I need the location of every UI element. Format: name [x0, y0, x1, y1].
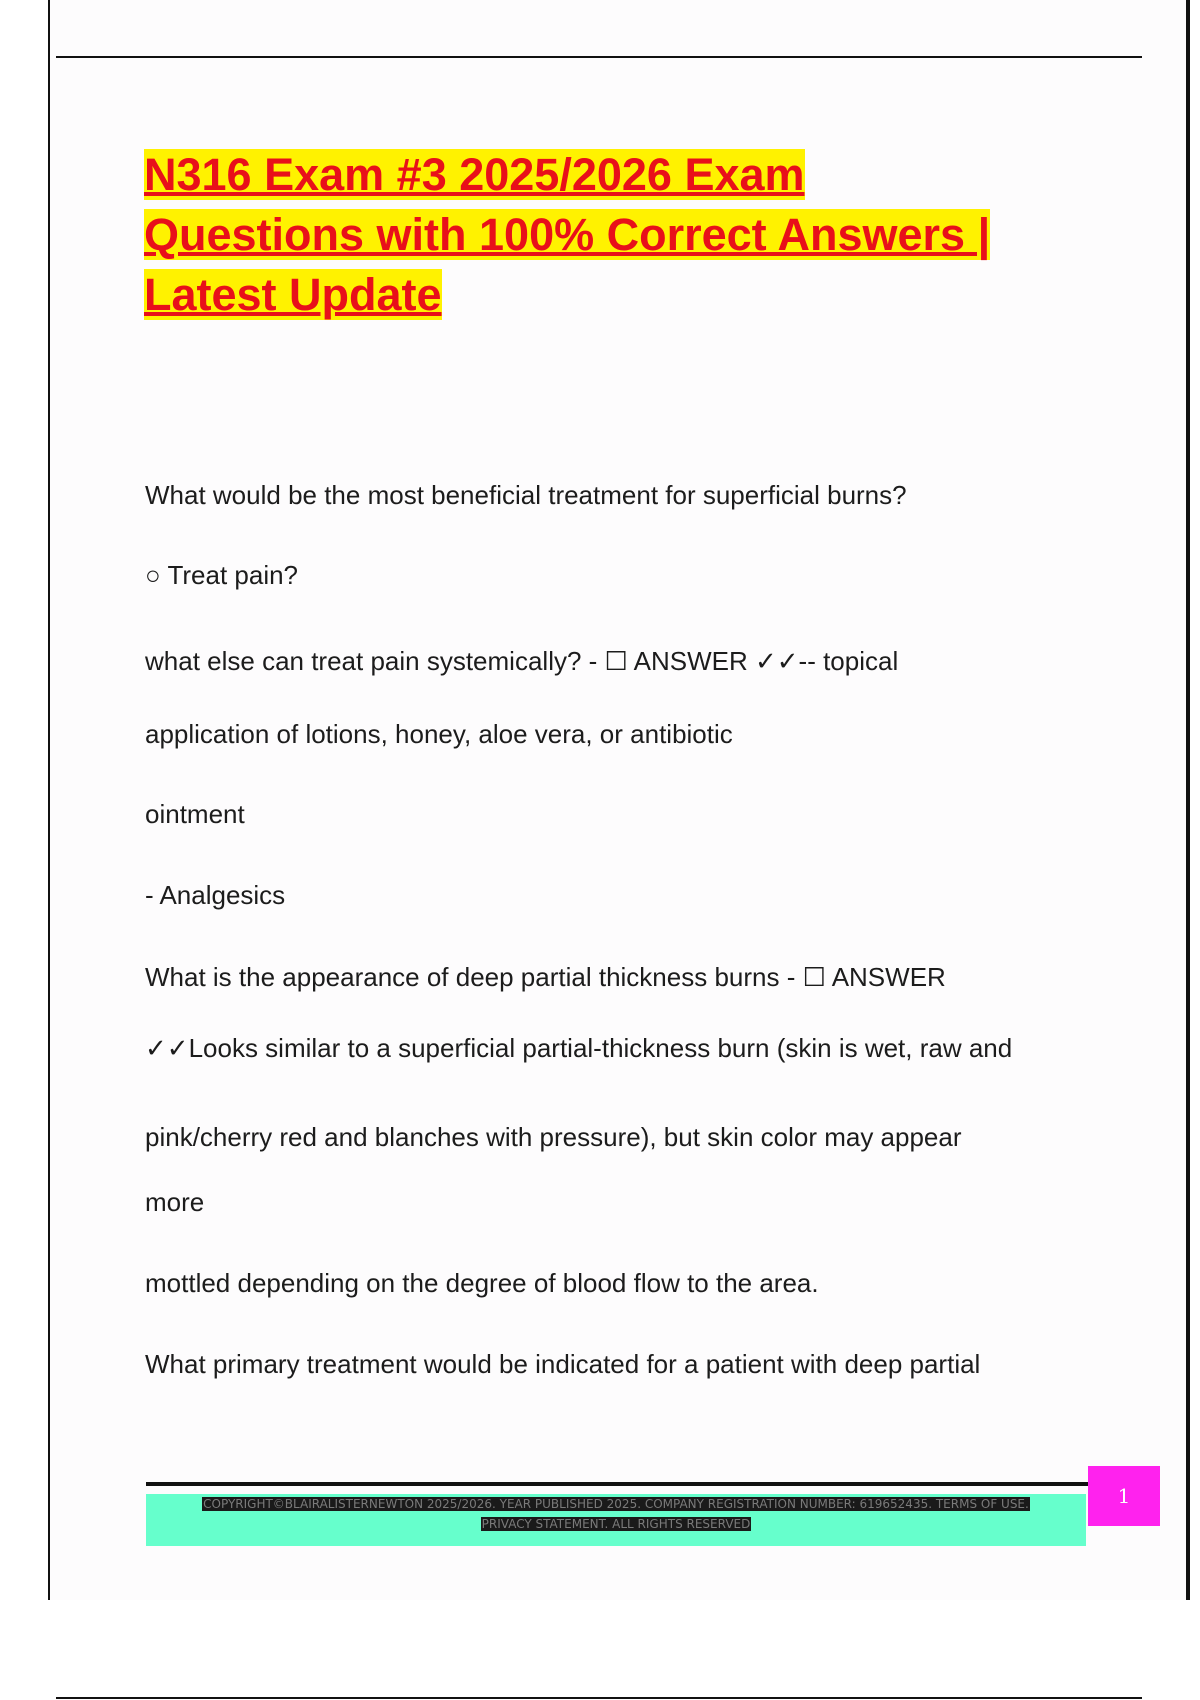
question-2-answer-line-3: more: [145, 1187, 205, 1217]
question-2-text: What is the appearance of deep partial thickness burns - ☐ ANSWER: [145, 962, 946, 992]
footer-rule: [146, 1482, 1088, 1486]
copyright-line-1: COPYRIGHT©BLAIRALISTERNEWTON 2025/2026. YEAR PUBLISHED 2025. COMPANY REGISTRATION NUMBER: 619652435. TERMS OF USE.: [203, 1497, 1029, 1511]
question-2-answer-line-1: ✓✓Looks similar to a superficial partial-thickness burn (skin is wet, raw and: [145, 1033, 1013, 1063]
copyright-footer: [146, 1494, 1086, 1546]
question-1-text: What would be the most beneficial treatment for superficial burns?: [145, 480, 907, 510]
question-1-answer-line-4: - Analgesics: [145, 880, 286, 910]
title-line-2: Questions with 100% Correct Answers |: [144, 209, 991, 260]
copyright-line-2: PRIVACY STATEMENT. ALL RIGHTS RESERVED: [481, 1517, 751, 1531]
question-3-text: What primary treatment would be indicated for a patient with deep partial: [145, 1349, 981, 1379]
question-2-answer-line-2: pink/cherry red and blanches with pressure), but skin color may appear: [145, 1122, 962, 1152]
page-number-badge: 1: [1088, 1466, 1160, 1526]
title-line-1: N316 Exam #3 2025/2026 Exam: [144, 149, 805, 200]
header-rule: [56, 56, 1142, 58]
question-1-answer-line-1: what else can treat pain systemically? - ☐ ANSWER ✓✓-- topical: [145, 646, 899, 676]
document-title: [144, 145, 1084, 325]
question-1-subitem: ○ Treat pain?: [145, 560, 299, 590]
question-1-answer-line-2: application of lotions, honey, aloe vera, or antibiotic: [145, 719, 733, 749]
question-1-answer-line-3: ointment: [145, 799, 245, 829]
title-line-3: Latest Update: [144, 269, 442, 320]
question-2-answer-line-4: mottled depending on the degree of blood flow to the area.: [145, 1268, 819, 1298]
next-page-rule: [56, 1697, 1142, 1699]
